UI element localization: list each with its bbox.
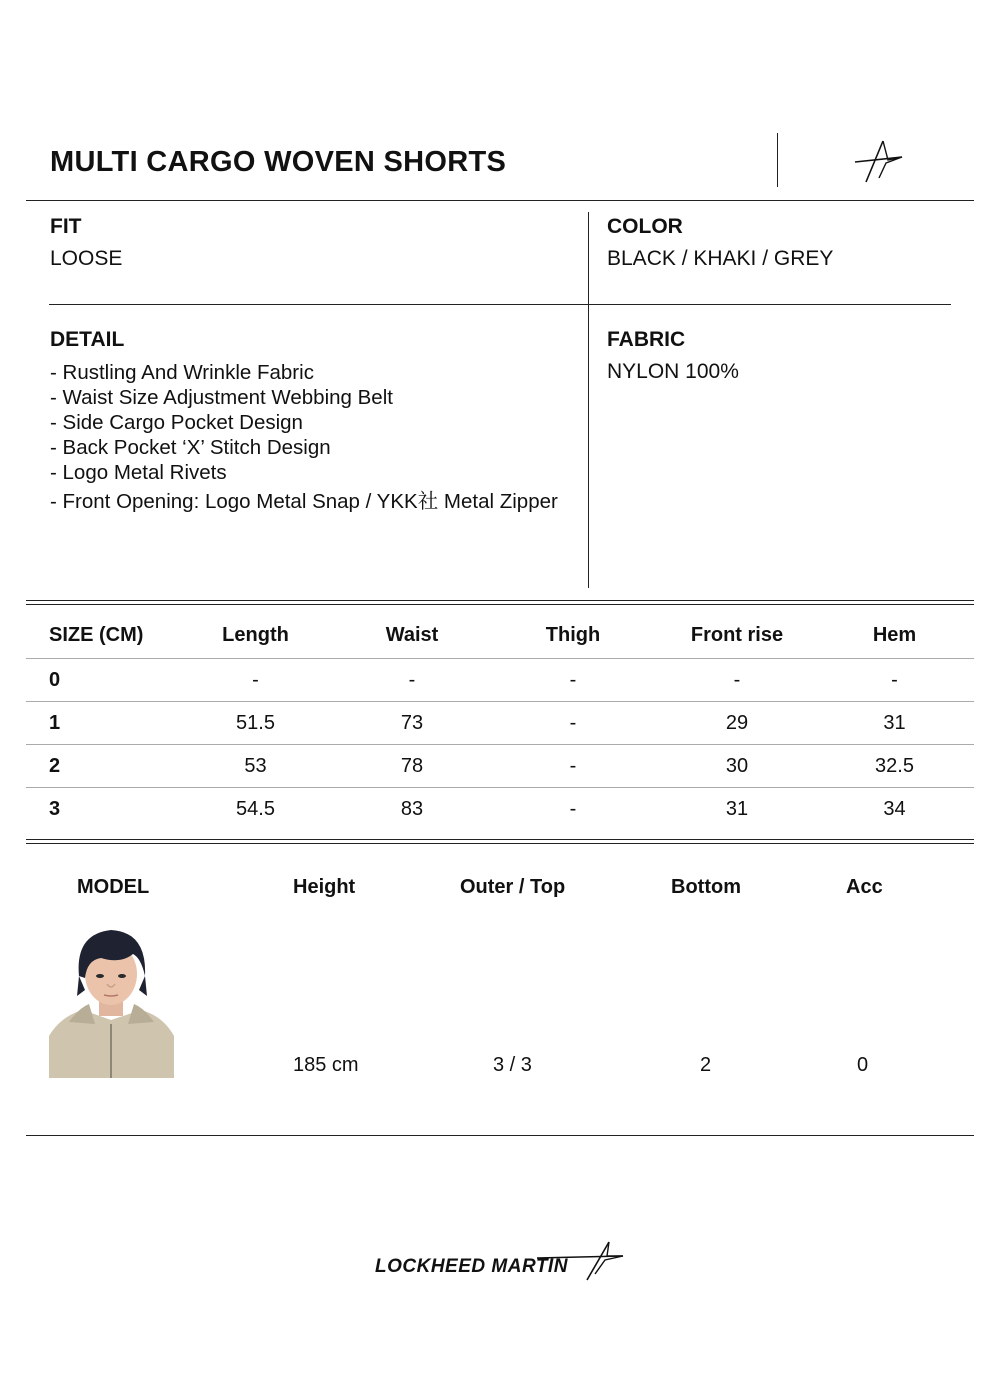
detail-item: - Front Opening: Logo Metal Snap / YKK社 Metal Zipper — [50, 490, 558, 513]
height-header: Height — [293, 876, 356, 898]
size-table-header: Waist — [385, 623, 439, 646]
size-table-header: Length — [222, 623, 289, 646]
table-cell: - — [487, 659, 659, 702]
table-cell: 78 — [337, 745, 487, 788]
model-bottom-rule — [26, 1135, 974, 1136]
fit-label: FIT — [50, 215, 82, 238]
table-cell: 29 — [659, 702, 815, 745]
table-cell: 54.5 — [174, 788, 337, 831]
size-table-header: Thigh — [545, 623, 601, 646]
size-table-header: SIZE (CM) — [49, 623, 144, 646]
table-cell: 30 — [659, 745, 815, 788]
table-cell: 31 — [815, 702, 974, 745]
table-cell: 31 — [659, 788, 815, 831]
size-cell: 2 — [26, 745, 174, 788]
detail-list — [50, 360, 558, 514]
size-cell: 1 — [26, 702, 174, 745]
brand-name: LOCKHEED MARTIN — [375, 1256, 568, 1277]
detail-item: - Side Cargo Pocket Design — [50, 411, 303, 434]
table-cell: 32.5 — [815, 745, 974, 788]
detail-item: - Waist Size Adjustment Webbing Belt — [50, 386, 393, 409]
table-cell: - — [815, 659, 974, 702]
color-label: COLOR — [607, 215, 683, 238]
fabric-value: NYLON 100% — [607, 360, 739, 383]
table-row — [26, 702, 974, 745]
height-value: 185 cm — [293, 1054, 359, 1076]
size-table-header: Hem — [872, 623, 917, 646]
header-divider — [777, 133, 778, 187]
header-rule — [26, 200, 974, 201]
size-table-top-rule — [26, 600, 974, 601]
detail-item: - Rustling And Wrinkle Fabric — [50, 361, 314, 384]
acc-header: Acc — [846, 876, 883, 898]
size-table-bottom-rule — [26, 839, 974, 840]
brand-logo — [375, 1240, 635, 1290]
acc-value: 0 — [857, 1054, 869, 1076]
table-cell: 53 — [174, 745, 337, 788]
fabric-label: FABRIC — [607, 328, 686, 351]
table-cell: - — [337, 659, 487, 702]
table-cell: 34 — [815, 788, 974, 831]
table-cell: - — [487, 702, 659, 745]
detail-label: DETAIL — [50, 328, 125, 351]
table-cell: 83 — [337, 788, 487, 831]
size-cell: 0 — [26, 659, 174, 702]
brand-star-icon — [535, 1240, 627, 1282]
size-table-bottom-rule-2 — [26, 843, 974, 844]
size-table-header: Front rise — [690, 623, 784, 646]
color-value: BLACK / KHAKI / GREY — [607, 247, 834, 270]
table-cell: 73 — [337, 702, 487, 745]
detail-item: - Back Pocket ‘X’ Stitch Design — [50, 436, 331, 459]
star-logo-icon — [852, 138, 906, 184]
table-row — [26, 788, 974, 831]
outer-top-header: Outer / Top — [460, 876, 566, 898]
size-table-top-rule-2 — [26, 604, 974, 605]
bottom-value: 2 — [700, 1054, 712, 1076]
bottom-header: Bottom — [671, 876, 741, 898]
outer-top-value: 3 / 3 — [493, 1054, 532, 1076]
table-cell: - — [659, 659, 815, 702]
table-cell: 51.5 — [174, 702, 337, 745]
size-cell: 3 — [26, 788, 174, 831]
size-table — [26, 612, 974, 830]
table-cell: - — [487, 788, 659, 831]
fit-value: LOOSE — [50, 247, 123, 270]
detail-item: - Logo Metal Rivets — [50, 461, 227, 484]
table-row — [26, 745, 974, 788]
size-table-header-row — [26, 612, 974, 659]
model-photo — [49, 924, 174, 1078]
info-row-divider — [49, 304, 951, 305]
model-label: MODEL — [77, 876, 150, 898]
table-cell: - — [174, 659, 337, 702]
table-cell: - — [487, 745, 659, 788]
info-column-divider — [588, 212, 589, 588]
table-row — [26, 659, 974, 702]
page-title: MULTI CARGO WOVEN SHORTS — [50, 146, 507, 178]
